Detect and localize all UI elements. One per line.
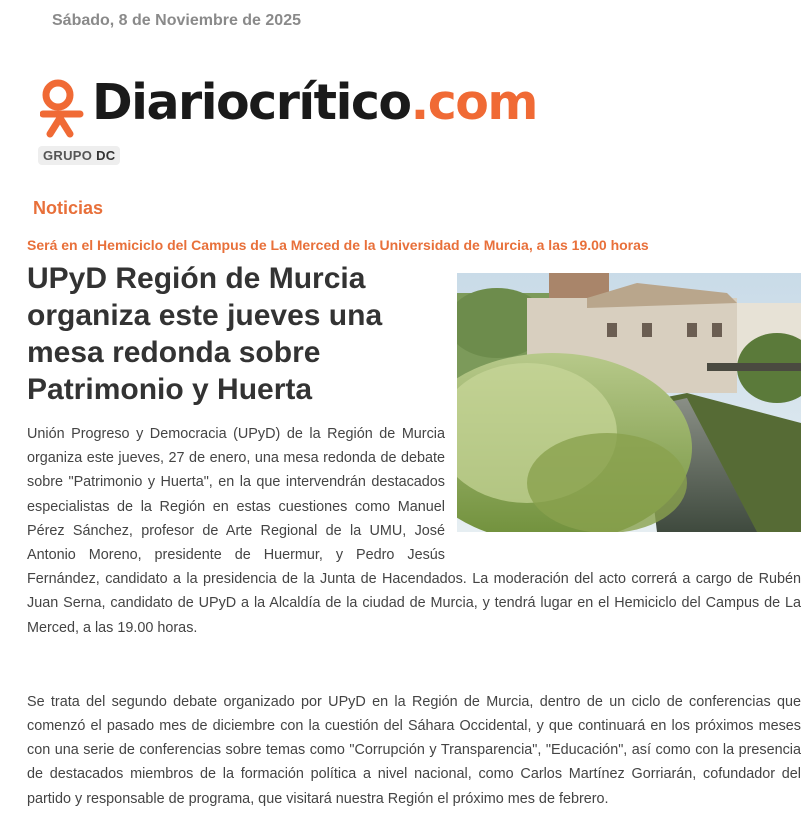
section-label[interactable]: Noticias [33, 198, 104, 218]
article-headline: UPyD Región de Murcia organiza este jueves una mesa redonda sobre Patrimonio y Huerta [27, 262, 383, 406]
article-paragraph: Se trata del segundo debate organizado por UPyD en la Región de Murcia, dentro de un ciclo de conferencias que comenzó el pasado mes de diciembre con la cuestión del Sáhara Occidental, y que continuará en los próximos meses con una serie de conferencias sobre temas como "Corrupción y Transparencia", "Educación", así como con la presencia de destacados miembros de la formación política a nivel nacional, como Carlos Martínez Gorriarán, cofundador del partido y responsable de programa, que visitará nuestra Región el próximo mes de febrero. [27, 693, 801, 807]
group-badge[interactable]: GRUPO DC [38, 146, 120, 165]
article-body [27, 422, 801, 811]
date-line: Sábado, 8 de Noviembre de 2025 [52, 12, 301, 29]
article-kicker: Será en el Hemiciclo del Campus de La Merced de la Universidad de Murcia, a las 19.00 horas [27, 237, 649, 253]
site-logo[interactable] [40, 74, 537, 138]
logo-wordmark: Diariocrítico.com [92, 74, 537, 131]
article-paragraph: Unión Progreso y Democracia (UPyD) de la Región de Murcia organiza este jueves, 27 de enero, una mesa redonda de debate sobre "Patrimonio y Huerta", en la que intervendrán destacados especialistas de la Región en estas cuestiones como Manuel Pérez Sánchez, profesor de Arte Regional de la UMU, José Antonio Moreno, presidente de Huermur, y Pedro Jesús Fernández, candidato a la presidencia de la Junta de Hacendados. La moderación del acto correrá a cargo de Rubén Juan Serna, candidato de UPyD a la Alcaldía de la ciudad de Murcia, y tendrá lugar en el Hemiciclo del Campus de La Merced, a las 19.00 horas. [27, 426, 801, 636]
logo-person-icon [40, 78, 88, 138]
